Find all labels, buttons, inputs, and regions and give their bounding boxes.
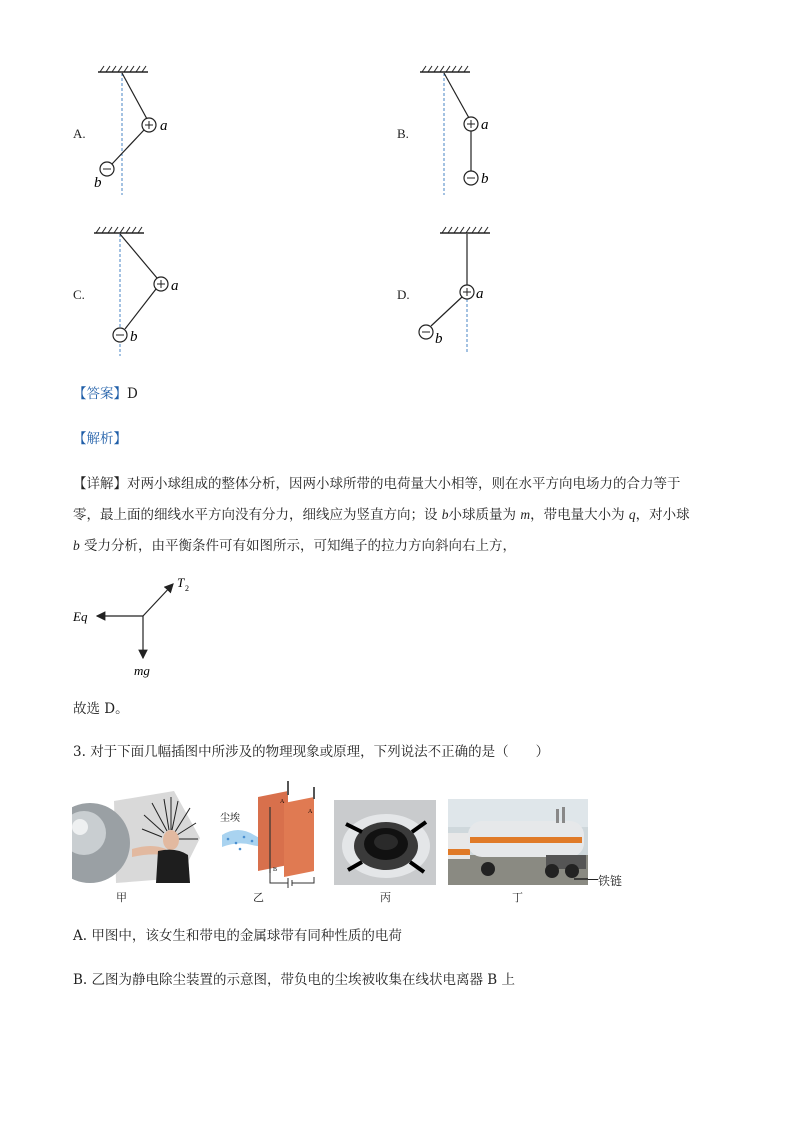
detail-line-3	[73, 536, 516, 556]
label-a: a	[160, 118, 168, 134]
wire-label-b: B	[273, 867, 278, 873]
chain-label: 铁链	[598, 874, 623, 888]
option-d-label: D.	[397, 287, 410, 302]
gravity-label: mg	[134, 663, 150, 678]
caption-bing: 丙	[380, 891, 391, 904]
detail-tag: 【详解】	[73, 476, 127, 492]
caption-ding: 丁	[512, 891, 523, 904]
answer-line	[73, 384, 138, 404]
label-b: b	[481, 171, 489, 187]
label-b: b	[94, 175, 102, 191]
question-number: 3.	[73, 744, 86, 760]
label-a: a	[171, 278, 179, 294]
detail-line-2	[73, 505, 690, 525]
detail-text-1: 对两小球组成的整体分析，因两小球所带的电荷量大小相等，则在水平方向电场力的合力等于	[127, 476, 681, 492]
option-c-label: C.	[73, 287, 85, 302]
option-d-diagram	[412, 226, 512, 361]
detail-text-3b: 受力分析，由平衡条件可有如图所示，可知绳子的拉力方向斜向右上方，	[84, 538, 517, 554]
conclusion: 故选 D。	[73, 701, 129, 717]
option-c-diagram	[90, 226, 190, 361]
var-b: b	[441, 507, 449, 522]
detail-text-2e: ，带电量大小为	[530, 507, 625, 523]
photo-jia	[72, 783, 202, 883]
var-m: m	[520, 507, 531, 522]
plate-label-a: A	[280, 799, 285, 805]
detail-text-2c: 小球质量为	[448, 507, 517, 523]
dust-label: 尘埃	[220, 813, 240, 824]
plate-label-a-2: A	[308, 809, 313, 815]
answer-value: D	[127, 386, 138, 402]
detail-line-1	[73, 474, 681, 494]
photo-yi	[218, 777, 333, 889]
detail-text-2a: 零，最上面的细线水平方向没有分力，细线应为竖直方向；设	[73, 507, 438, 523]
question-text: 对于下面几幅插图中所涉及的物理现象或原理，下列说法不正确的是（ ）	[90, 744, 550, 760]
tension-label: T	[177, 575, 185, 590]
choice-a: A. 甲图中，该女生和带电的金属球带有同种性质的电荷	[73, 928, 402, 944]
label-b: b	[435, 331, 443, 347]
answer-tag: 【答案】	[73, 386, 127, 402]
detail-text-2g: ，对小球	[635, 507, 690, 523]
choice-b: B. 乙图为静电除尘装置的示意图，带负电的尘埃被收集在线状电离器 B 上	[73, 972, 516, 988]
caption-jia: 甲	[116, 891, 127, 904]
var-b: b	[73, 538, 80, 553]
caption-yi: 乙	[253, 891, 264, 904]
analysis-tag: 【解析】	[73, 431, 127, 447]
photo-bing	[334, 800, 436, 885]
label-a: a	[481, 117, 489, 133]
force-diagram	[70, 572, 210, 682]
label-a: a	[476, 286, 484, 302]
photo-ding	[448, 799, 588, 885]
option-b-label: B.	[397, 126, 409, 141]
question-3-stem	[73, 742, 549, 762]
option-b-diagram	[412, 65, 512, 200]
electric-force-label: Eq	[73, 609, 88, 624]
tension-subscript: 2	[185, 584, 189, 593]
chain-pointer	[588, 879, 598, 880]
var-q: q	[628, 507, 636, 522]
option-a-diagram	[90, 65, 190, 200]
label-b: b	[130, 329, 138, 345]
option-a-label: A.	[73, 126, 86, 141]
